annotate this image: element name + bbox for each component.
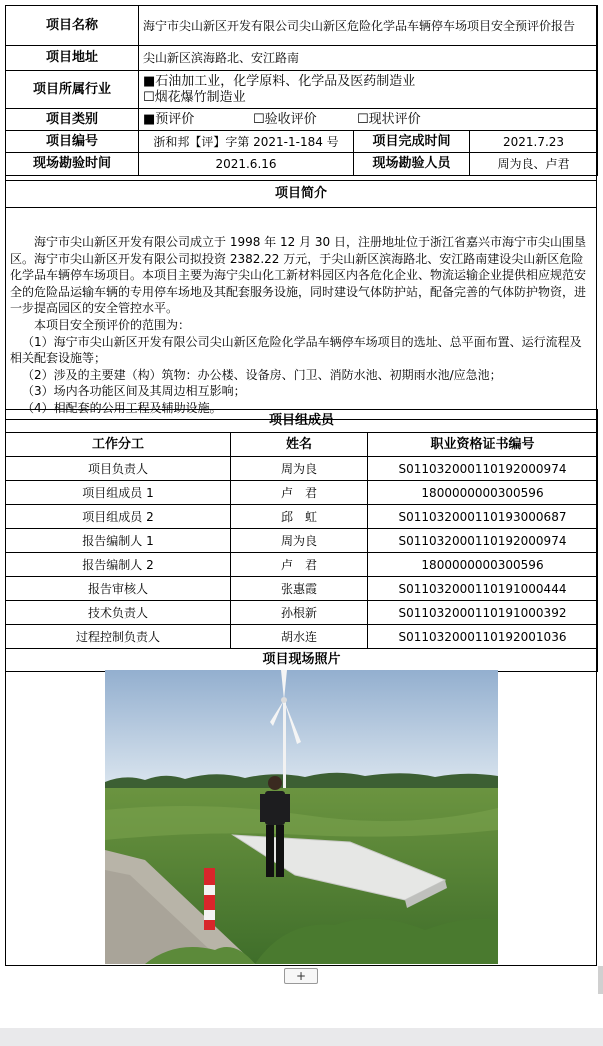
member-name: 周为良	[231, 529, 368, 553]
category-option-pre: ■预评价	[143, 111, 195, 127]
industry-option-petro: ■石油加工业，化学原料、化学品及医药制造业	[143, 73, 416, 89]
project-address-value: 尖山新区滨海路北、安江路南	[139, 46, 598, 71]
scope-item-3: （3）场内各功能区间及其周边相互影响；	[22, 384, 246, 399]
member-cert: S011032000110192001036	[368, 625, 598, 649]
industry-option-fireworks: ☐烟花爆竹制造业	[143, 89, 246, 105]
table-row	[6, 457, 598, 481]
member-cert: S011032000110192000974	[368, 457, 598, 481]
survey-time-value: 2021.6.16	[139, 153, 354, 176]
member-role: 过程控制负责人	[6, 625, 231, 649]
site-photo-illustration	[105, 670, 498, 964]
members-header-role: 工作分工	[6, 433, 231, 457]
photo-title: 项目现场照片	[6, 649, 598, 672]
member-role: 项目组成员 2	[6, 505, 231, 529]
table-row	[6, 553, 598, 577]
category-option-acceptance: ☐验收评价	[253, 111, 317, 127]
members-table	[5, 409, 598, 672]
intro-body	[6, 208, 597, 420]
industry-options	[139, 71, 598, 109]
members-title: 项目组成员	[6, 410, 598, 433]
members-header-cert: 职业资格证书编号	[368, 433, 598, 457]
member-cert: 1800000000300596	[368, 553, 598, 577]
table-row	[6, 625, 598, 649]
project-name-value: 海宁市尖山新区开发有限公司尖山新区危险化学品车辆停车场项目安全预评价报告	[139, 6, 598, 46]
scope-item-1: （1）海宁市尖山新区开发有限公司尖山新区危险化学品车辆停车场项目的选址、总平面布置、运行流程及相关配套设施等；	[10, 334, 582, 366]
member-role: 技术负责人	[6, 601, 231, 625]
member-role: 项目负责人	[6, 457, 231, 481]
category-option-status: ☐现状评价	[357, 111, 421, 127]
member-cert: S011032000110191000392	[368, 601, 598, 625]
table-row	[6, 505, 598, 529]
category-options	[139, 109, 598, 131]
member-role: 报告审核人	[6, 577, 231, 601]
member-name: 卢 君	[231, 553, 368, 577]
member-cert: S011032000110192000974	[368, 529, 598, 553]
survey-time-label: 现场勘验时间	[6, 153, 139, 176]
member-role: 报告编制人 2	[6, 553, 231, 577]
scrollbar-thumb[interactable]	[598, 966, 603, 994]
member-name: 胡水连	[231, 625, 368, 649]
intro-scope-heading: 本项目安全预评价的范围为：	[34, 317, 191, 332]
member-name: 孙根新	[231, 601, 368, 625]
project-number-value: 浙和邦【评】字第 2021-1-184 号	[139, 131, 354, 153]
bottom-bar	[0, 1028, 603, 1046]
members-header-name: 姓名	[231, 433, 368, 457]
info-table	[5, 5, 598, 176]
complete-time-label: 项目完成时间	[354, 131, 470, 153]
table-row	[6, 601, 598, 625]
table-row	[6, 577, 598, 601]
complete-time-value: 2021.7.23	[470, 131, 598, 153]
industry-label: 项目所属行业	[6, 71, 139, 109]
table-row	[6, 529, 598, 553]
intro-paragraph: 海宁市尖山新区开发有限公司成立于 1998 年 12 月 30 日，注册地址位于浙江省嘉兴市海宁市尖山围垦区。海宁市尖山新区开发有限公司拟投资 2382.22 万元，于尖山新区滨海路北、安江路南建设尖山新区危险化学品车辆停车场项目。本项目主要为海宁尖山化工新材料园区内各危化企业、物流运输企业提供相应规范安全的危险品运输车辆的专用停车场地及其配套服务设施，同时建设气体防护站，配备完善的气体防护物资，进一步提高园区的安全管控水平。	[10, 235, 587, 316]
member-cert: 1800000000300596	[368, 481, 598, 505]
site-photo	[105, 670, 498, 964]
member-name: 邱 虹	[231, 505, 368, 529]
surveyor-value: 周为良、卢君	[470, 153, 598, 176]
member-name: 卢 君	[231, 481, 368, 505]
member-name: 周为良	[231, 457, 368, 481]
member-cert: S011032000110193000687	[368, 505, 598, 529]
scope-item-2: （2）涉及的主要建（构）筑物：办公楼、设备房、门卫、消防水池、初期雨水池/应急池；	[22, 367, 502, 382]
member-cert: S011032000110191000444	[368, 577, 598, 601]
member-name: 张惠霞	[231, 577, 368, 601]
category-label: 项目类别	[6, 109, 139, 131]
project-number-label: 项目编号	[6, 131, 139, 153]
project-name-label: 项目名称	[6, 6, 139, 46]
table-row	[6, 481, 598, 505]
intro-table	[5, 180, 597, 420]
project-address-label: 项目地址	[6, 46, 139, 71]
intro-title: 项目简介	[6, 181, 597, 208]
member-role: 项目组成员 1	[6, 481, 231, 505]
add-button[interactable]: +	[284, 968, 318, 984]
surveyor-label: 现场勘验人员	[354, 153, 470, 176]
scope-item-4: （4）相配套的公用工程及辅助设施。	[22, 400, 222, 415]
member-role: 报告编制人 1	[6, 529, 231, 553]
